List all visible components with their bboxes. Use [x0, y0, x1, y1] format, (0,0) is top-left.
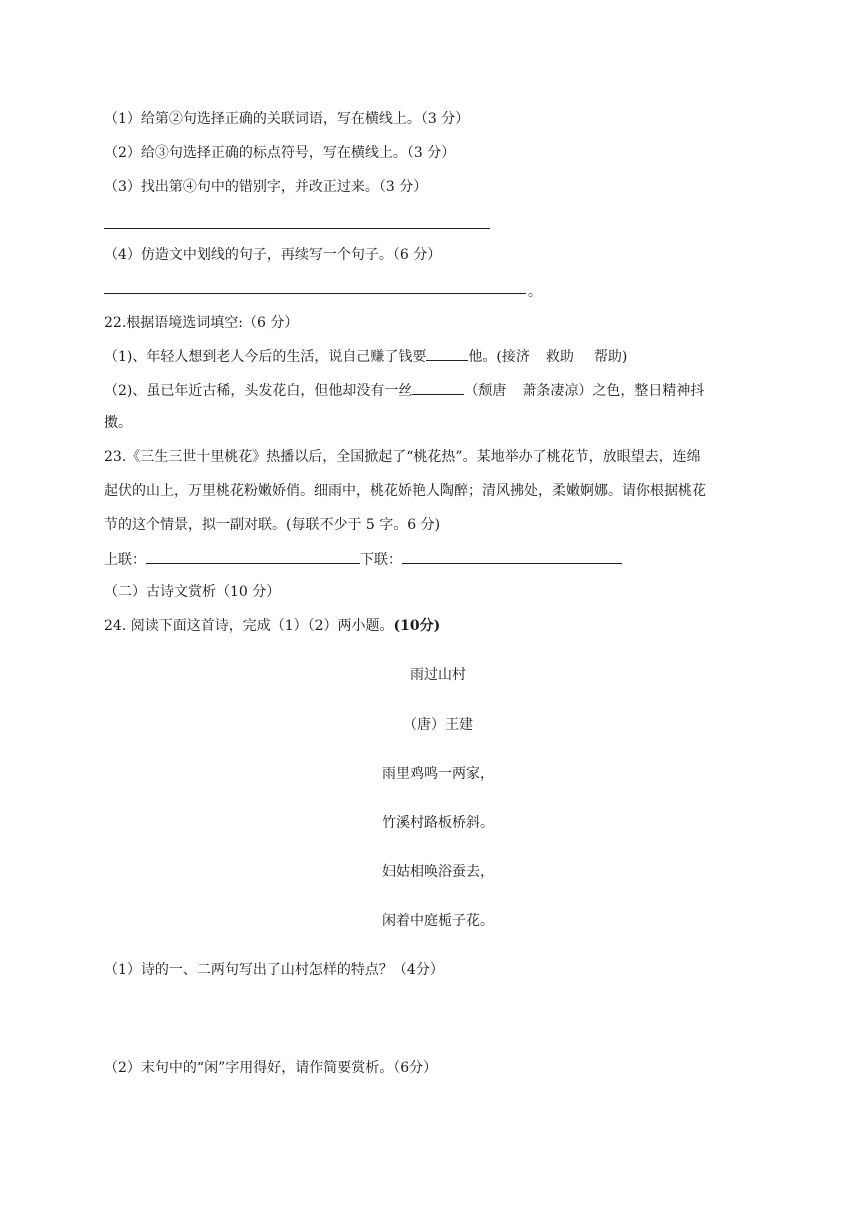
q21-sub4: （4）仿造文中划线的句子，再续写一个句子。（6 分） — [104, 247, 442, 263]
poem-author: （唐）王建 — [403, 717, 473, 733]
lower-couplet-label: 下联： — [360, 552, 402, 568]
q21-sub4-answer-line[interactable] — [104, 293, 526, 294]
q21-sub3-answer-line[interactable] — [104, 228, 490, 229]
q23-couplet — [104, 549, 622, 570]
q23-line3: 节的这个情景，拟一副对联。(每联不少于 5 字。6 分) — [104, 517, 441, 533]
section-2-title: （二）古诗文赏析（10 分） — [104, 584, 281, 600]
poem-line-1: 雨里鸡鸣一两家， — [382, 766, 494, 782]
poem-line-2: 竹溪村路板桥斜。 — [382, 815, 494, 831]
q22-title: 22.根据语境选词填空:（6 分） — [104, 315, 299, 331]
poem-line-4: 闲着中庭栀子花。 — [382, 913, 494, 929]
lower-couplet-blank[interactable] — [402, 549, 622, 564]
upper-couplet-label: 上联： — [104, 552, 146, 568]
upper-couplet-blank[interactable] — [146, 549, 360, 564]
q21-sub3: （3）找出第④句中的错别字，并改正过来。（3 分） — [104, 179, 428, 195]
q22-item1-text: （1)、年轻人想到老人今后的生活，说自己赚了钱要 — [104, 349, 427, 365]
q22-item2-cont: 擞。 — [104, 415, 132, 431]
q24-intro — [104, 616, 440, 636]
q22-item1-blank[interactable] — [426, 346, 468, 361]
q22-item2-option2: 萧条凄凉）之色，整日精神抖 — [522, 383, 705, 399]
q24-intro-score: (10分) — [393, 618, 441, 634]
q23-line2: 起伏的山上，万里桃花粉嫩娇俏。细雨中，桃花娇艳人陶醉；清风拂处，柔嫩婀娜。请你根据桃花 — [104, 483, 706, 499]
q22-item1-option1: 他。(接济 — [468, 349, 530, 365]
q24-sub2: （2）末句中的“闲”字用得好，请作简要赏析。（6分） — [104, 1060, 438, 1076]
q22-item1-option2: 救助 — [545, 349, 574, 365]
poem-title: 雨过山村 — [410, 667, 466, 683]
q22-item2-option1: （颓唐 — [464, 383, 507, 399]
poem-line-3: 妇姑相唤浴蚕去， — [382, 864, 494, 880]
q23-line1: 23.《三生三世十里桃花》热播以后，全国掀起了“桃花热”。某地举办了桃花节，放眼望去，连绵 — [104, 449, 701, 465]
q21-sub4-end: 。 — [528, 284, 542, 300]
q22-item2-blank[interactable] — [412, 380, 464, 395]
q22-item2-text: （2)、虽已年近古稀，头发花白，但他却没有一丝 — [104, 383, 413, 399]
q22-item2 — [104, 380, 704, 401]
q24-sub1: （1）诗的一、二两句写出了山村怎样的特点？（4分） — [104, 962, 444, 978]
q21-sub1: （1）给第②句选择正确的关联词语，写在横线上。（3 分） — [104, 111, 470, 127]
q22-item1 — [104, 346, 627, 367]
q21-sub2: （2）给③句选择正确的标点符号，写在横线上。（3 分） — [104, 145, 456, 161]
q22-item1-option3: 帮助) — [593, 349, 628, 365]
q24-intro-text: 24. 阅读下面这首诗，完成（1）（2）两小题。 — [104, 618, 394, 634]
